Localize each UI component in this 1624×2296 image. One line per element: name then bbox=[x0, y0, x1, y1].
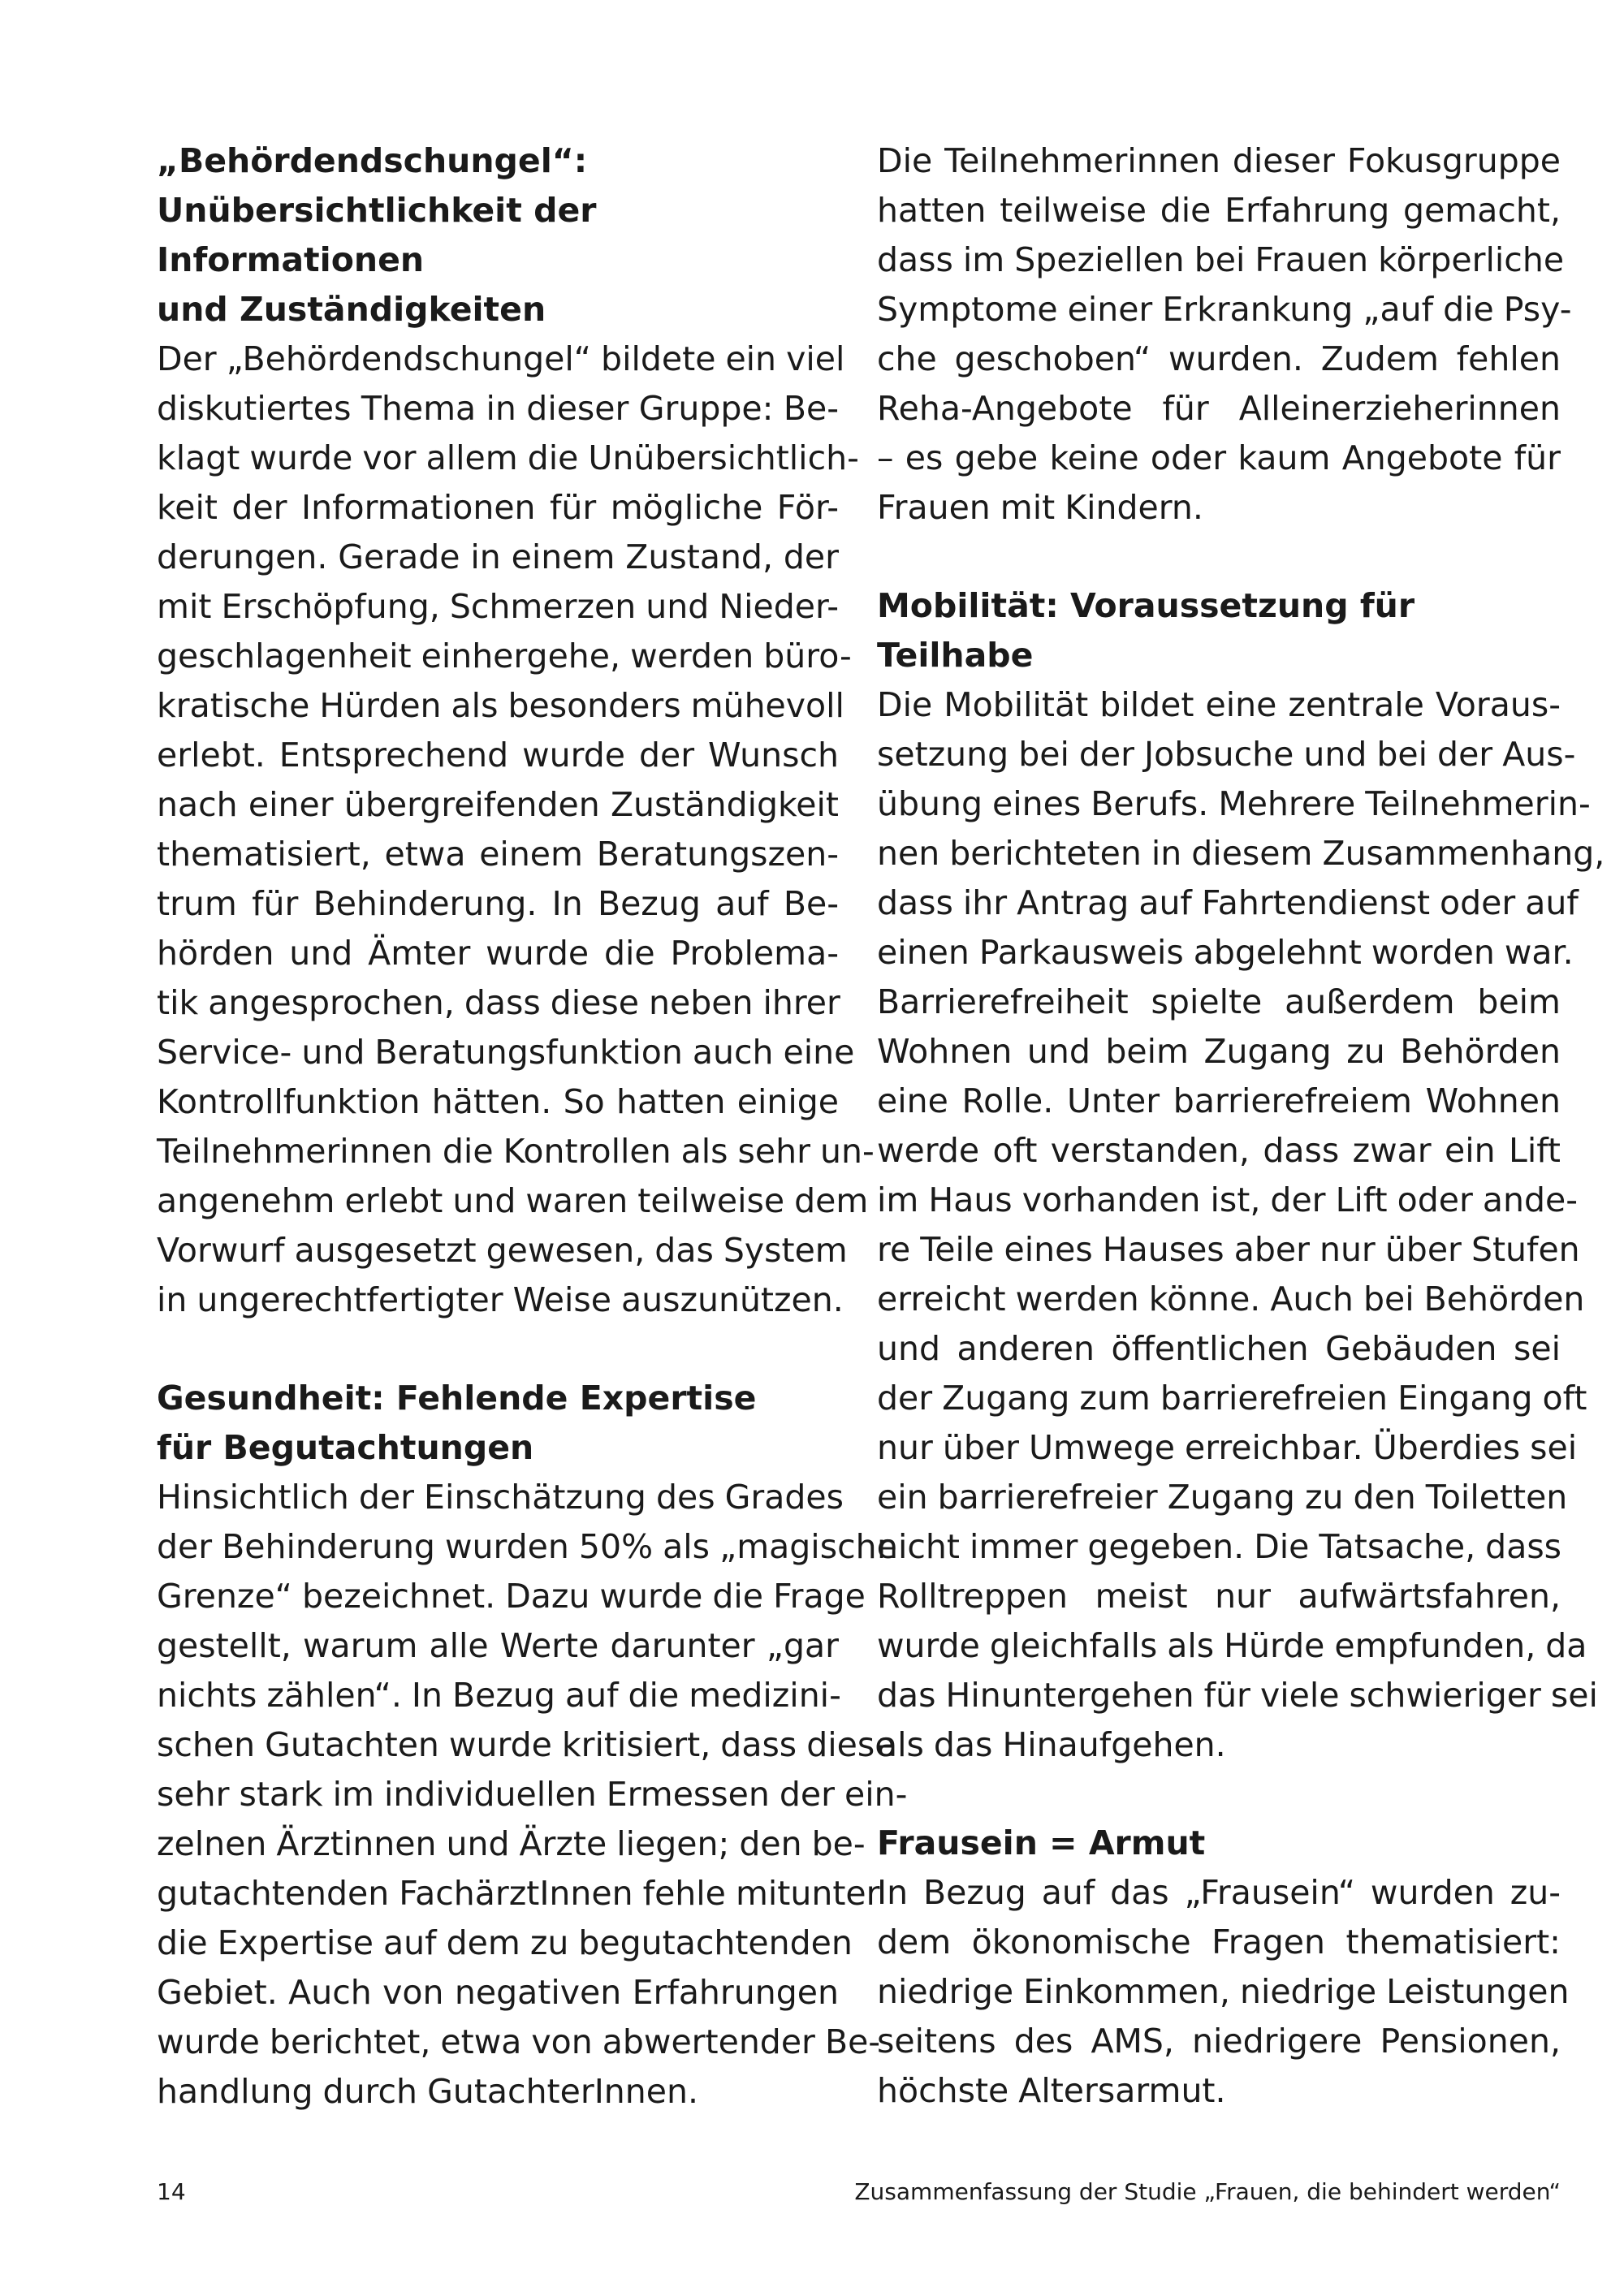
section-frausein bbox=[877, 1819, 1570, 2116]
heading-line: Gesundheit: Fehlende Expertise bbox=[157, 1379, 757, 1418]
section-paragraph bbox=[877, 680, 1605, 1770]
text-line: hatten teilweise die Erfahrung gemacht, bbox=[877, 191, 1561, 230]
text-line: angenehm erlebt und waren teilweise dem bbox=[157, 1181, 869, 1220]
text-line: einen Parkausweis abgelehnt worden war. bbox=[877, 933, 1574, 972]
page-number: 14 bbox=[157, 2178, 186, 2205]
text-line: im Haus vorhanden ist, der Lift oder ande- bbox=[877, 1180, 1579, 1219]
text-line: Barrierefreiheit spielte außerdem beim bbox=[877, 982, 1561, 1021]
text-line: klagt wurde vor allem die Unübersichtlich- bbox=[157, 438, 859, 477]
heading-line: Mobilität: Voraussetzung für Teilhabe bbox=[877, 586, 1415, 675]
section-paragraph bbox=[157, 334, 875, 1325]
text-line: wurde gleichfalls als Hürde empfunden, da bbox=[877, 1626, 1587, 1665]
text-line: dem ökonomische Fragen thematisiert: bbox=[877, 1923, 1561, 1962]
text-line: handlung durch GutachterInnen. bbox=[157, 2072, 699, 2111]
section-behoerdendschungel bbox=[157, 136, 875, 1325]
text-line: Vorwurf ausgesetzt gewesen, das System bbox=[157, 1231, 848, 1270]
text-line: diskutiertes Thema in dieser Gruppe: Be- bbox=[157, 389, 839, 428]
text-line: tik angesprochen, dass diese neben ihrer bbox=[157, 983, 840, 1022]
section-gesundheit bbox=[157, 1374, 908, 2117]
text-line: Frauen mit Kindern. bbox=[877, 488, 1203, 527]
text-line: das Hinuntergehen für viele schwieriger sei bbox=[877, 1676, 1598, 1715]
text-line: erreicht werden könne. Auch bei Behörden bbox=[877, 1280, 1585, 1318]
heading-line: „Behördendschungel“: bbox=[157, 141, 588, 180]
heading-line: Frausein = Armut bbox=[877, 1823, 1206, 1862]
text-line: der Zugang zum barrierefreien Eingang oft bbox=[877, 1379, 1587, 1418]
heading-line: Unübersichtlichkeit der Informationen bbox=[157, 191, 597, 279]
text-line: hörden und Ämter wurde die Problema- bbox=[157, 934, 839, 973]
text-line: dass ihr Antrag auf Fahrtendienst oder auf bbox=[877, 883, 1579, 922]
section-paragraph bbox=[877, 136, 1572, 533]
text-line: übung eines Berufs. Mehrere Teilnehmerin- bbox=[877, 784, 1591, 823]
text-line: eine Rolle. Unter barrierefreiem Wohnen bbox=[877, 1081, 1561, 1120]
text-line: Reha-Angebote für Alleinerzieherinnen bbox=[877, 389, 1561, 428]
text-line: nen berichteten in diesem Zusammenhang, bbox=[877, 834, 1605, 873]
text-line: mit Erschöpfung, Schmerzen und Nieder- bbox=[157, 587, 839, 626]
text-line: nur über Umwege erreichbar. Überdies sei bbox=[877, 1428, 1578, 1467]
text-line: Der „Behördendschungel“ bildete ein viel bbox=[157, 339, 845, 378]
text-line: und anderen öffentlichen Gebäuden sei bbox=[877, 1329, 1561, 1368]
text-line: höchste Altersarmut. bbox=[877, 2071, 1226, 2110]
heading-line: für Begutachtungen bbox=[157, 1428, 534, 1467]
text-line: trum für Behinderung. In Bezug auf Be- bbox=[157, 884, 839, 923]
left-column bbox=[157, 136, 908, 2117]
section-paragraph bbox=[877, 1868, 1570, 2116]
text-line: Rolltreppen meist nur aufwärtsfahren, bbox=[877, 1577, 1561, 1616]
text-line: werde oft verstanden, dass zwar ein Lift bbox=[877, 1131, 1561, 1170]
text-line: dass im Speziellen bei Frauen körperliche bbox=[877, 240, 1565, 279]
text-line: Wohnen und beim Zugang zu Behörden bbox=[877, 1032, 1561, 1071]
text-line: Die Teilnehmerinnen dieser Fokusgruppe bbox=[877, 141, 1561, 180]
section-mobilitaet bbox=[877, 581, 1605, 1770]
section-paragraph bbox=[157, 1473, 908, 2117]
text-line: in ungerechtfertigter Weise auszunützen. bbox=[157, 1280, 844, 1319]
text-line: derungen. Gerade in einem Zustand, der bbox=[157, 537, 839, 576]
text-line: erlebt. Entsprechend wurde der Wunsch bbox=[157, 736, 839, 775]
text-line: – es gebe keine oder kaum Angebote für bbox=[877, 438, 1561, 477]
text-line: wurde berichtet, etwa von abwertender Be- bbox=[157, 2022, 881, 2061]
text-line: nichts zählen“. In Bezug auf die medizini- bbox=[157, 1676, 841, 1715]
text-line: In Bezug auf das „Frausein“ wurden zu- bbox=[877, 1873, 1561, 1912]
text-line: Teilnehmerinnen die Kontrollen als sehr un- bbox=[157, 1132, 875, 1171]
text-line: re Teile eines Hauses aber nur über Stufen bbox=[877, 1230, 1580, 1269]
text-line: als das Hinaufgehen. bbox=[877, 1725, 1226, 1764]
text-line: gutachtenden FachärztInnen fehle mitunter bbox=[157, 1874, 880, 1913]
section-heading bbox=[157, 1374, 839, 1473]
text-line: kratische Hürden als besonders mühevoll bbox=[157, 686, 844, 725]
text-line: Service- und Beratungsfunktion auch eine bbox=[157, 1033, 855, 1072]
text-line: seitens des AMS, niedrigere Pensionen, bbox=[877, 2022, 1561, 2061]
text-line: schen Gutachten wurde kritisiert, dass diese bbox=[157, 1725, 896, 1764]
text-line: sehr stark im individuellen Ermessen der ein- bbox=[157, 1775, 908, 1814]
text-line: Symptome einer Erkrankung „auf die Psy- bbox=[877, 290, 1572, 329]
text-line: setzung bei der Jobsuche und bei der Aus- bbox=[877, 735, 1576, 774]
text-line: che geschoben“ wurden. Zudem fehlen bbox=[877, 339, 1561, 378]
text-line: keit der Informationen für mögliche För- bbox=[157, 488, 839, 527]
section-heading bbox=[877, 1819, 1561, 1868]
text-line: zelnen Ärztinnen und Ärzte liegen; den be- bbox=[157, 1824, 866, 1863]
text-line: der Behinderung wurden 50% als „magische bbox=[157, 1527, 897, 1566]
text-line: Kontrollfunktion hätten. So hatten einige bbox=[157, 1082, 839, 1121]
section-fokusgruppe-continuation bbox=[877, 136, 1572, 533]
heading-line: und Zuständigkeiten bbox=[157, 290, 546, 329]
footer-title: Zusammenfassung der Studie „Frauen, die behindert werden“ bbox=[854, 2178, 1561, 2205]
text-line: nicht immer gegeben. Die Tatsache, dass bbox=[877, 1527, 1562, 1566]
right-column bbox=[877, 136, 1605, 2116]
text-line: Die Mobilität bildet eine zentrale Voraus- bbox=[877, 685, 1561, 724]
section-heading bbox=[877, 581, 1561, 680]
text-line: Grenze“ bezeichnet. Dazu wurde die Frage bbox=[157, 1577, 866, 1616]
text-line: die Expertise auf dem zu begutachtenden bbox=[157, 1923, 853, 1962]
text-line: geschlagenheit einhergehe, werden büro- bbox=[157, 637, 852, 675]
text-line: gestellt, warum alle Werte darunter „gar bbox=[157, 1626, 839, 1665]
text-line: thematisiert, etwa einem Beratungszen- bbox=[157, 835, 839, 874]
text-line: ein barrierefreier Zugang zu den Toiletten bbox=[877, 1478, 1568, 1517]
text-line: niedrige Einkommen, niedrige Leistungen bbox=[877, 1972, 1570, 2011]
section-heading bbox=[157, 136, 839, 334]
text-line: Hinsichtlich der Einschätzung des Grades bbox=[157, 1478, 844, 1517]
text-line: Gebiet. Auch von negativen Erfahrungen bbox=[157, 1973, 839, 2012]
text-line: nach einer übergreifenden Zuständigkeit bbox=[157, 785, 839, 824]
